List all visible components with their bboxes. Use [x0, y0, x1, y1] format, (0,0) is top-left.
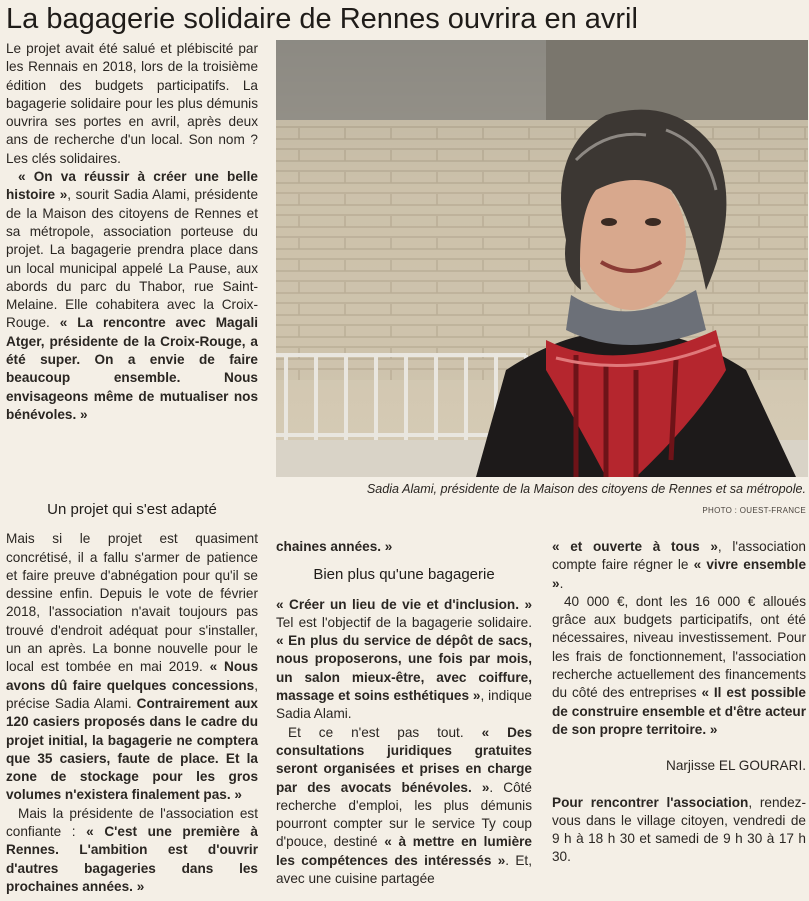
- paragraph-consultations: [276, 724, 532, 889]
- text-continuation-annees: chaines années. »: [276, 539, 393, 554]
- text-investissement: 40 000 €, dont les 16 000 € alloués grâce aux budgets participatifs, ont été nécessaires, niveau investissement. Pour les frais de fonctionnement, l'association recherche actuellement des financements du côté des entreprises: [552, 593, 806, 701]
- intro-paragraph: Le projet avait été salué et plébiscité par les Rennais en 2018, lors de la troisième édition des budgets participatifs. La bagagerie solidaire pour les plus démunis ouvrira ses portes en avril, après deux ans de recherche d'un local. Son nom ? Les clés solidaires.: [6, 41, 258, 166]
- portrait-illustration: [276, 40, 808, 477]
- photo-credit: PHOTO : OUEST-FRANCE: [702, 506, 806, 515]
- text-pas-tout: Et ce n'est pas tout.: [288, 724, 464, 740]
- text-precise: , précise Sadia Alami.: [6, 677, 258, 711]
- quote-services: « En plus du service de dépôt de sacs, nous proposerons, une fois par mois, un salon mieux-être, avec coiffure, massage et soins esthétiques »: [276, 633, 532, 704]
- text-patience: Mais si le projet est quasiment concrétisé, il a fallu s'armer de patience et faire preuve d'abnégation pour qu'il se dessine enfin. Depuis le vote de février 2018, l'association n'avait toujours pas trouvé d'endroit adéquat pour s'installer, un an après. La bonne nouvelle pour le local est tombée en mai 2019.: [6, 531, 258, 675]
- quote-ouverte: « et ouverte à tous »: [552, 539, 718, 554]
- lead-rencontre: Pour rencontrer l'association: [552, 794, 749, 810]
- quote-concessions: « Nous avons dû faire quelques concessions: [6, 659, 259, 693]
- text-regner: , l'association compte faire régner le: [552, 539, 806, 573]
- paragraph-confiante: [6, 805, 258, 896]
- paragraph-rencontre: [552, 794, 806, 867]
- paragraph-concessions: [6, 530, 258, 804]
- photo-caption: Sadia Alami, présidente de la Maison des citoyens de Rennes et sa métropole.: [366, 482, 806, 496]
- quote-competences: « à mettre en lumière les compétences des intéressés »: [276, 834, 532, 868]
- subhead-bien-plus: Bien plus qu'une bagagerie: [313, 566, 495, 584]
- quote-vivre-ensemble: « vivre ensemble »: [552, 557, 807, 591]
- paragraph-vivre-ensemble: « et ouverte à tous », l'association compte faire régner le « vivre ensemble ».: [552, 539, 807, 591]
- column-2: [276, 538, 532, 888]
- paragraph-quote-histoire: [6, 168, 258, 424]
- text-cuisine: . Et, avec une cuisine partagée: [276, 852, 532, 887]
- quote-consultations: « Des consultations juridiques gratuites seront organisées et prises en charge par des avocats bénévoles. »: [276, 724, 533, 795]
- text-horaires: , rendez-vous dans le village citoyen, vendredi de 9 h à 18 h 30 et samedi de 9 h 30 à 17 h 30.: [552, 794, 806, 865]
- text-objectif: Tel est l'objectif de la bagagerie solidaire.: [276, 614, 532, 630]
- quote-lieu-de-vie: « Créer un lieu de vie et d'inclusion. »: [276, 596, 532, 612]
- paragraph-lieu-de-vie: [276, 596, 532, 724]
- article-photo: [276, 40, 808, 477]
- column-1-top: [6, 40, 258, 424]
- text-emploi: . Côté recherche d'emploi, les plus démunis pourront compter sur le service Ty coup d'pouce, destiné: [276, 779, 532, 850]
- text-indique: , indique Sadia Alami.: [276, 688, 532, 722]
- quote-casiers: Contrairement aux 120 casiers proposés dans le cadre du projet initial, la bagagerie ne comptera que 35 casiers, faute de place. Et la zone de stockage pour les gros volumes n'existera finalement pas. »: [6, 695, 258, 803]
- column-3: [552, 538, 806, 867]
- column-1-bottom: [6, 501, 258, 896]
- author-signature: Narjisse EL GOURARI.: [666, 758, 806, 774]
- quote-premiere: « C'est une première à Rennes. L'ambition est d'ouvrir d'autres bagageries dans les prochaines années. »: [6, 824, 258, 894]
- paragraph-financement: [552, 593, 806, 739]
- article-title: La bagagerie solidaire de Rennes ouvrira en avril: [6, 3, 638, 35]
- quote-belle-histoire: « On va réussir à créer une belle histoire »: [6, 169, 258, 203]
- quote-construire: « Il est possible de construire ensemble et d'être acteur de son propre territoire. »: [552, 685, 806, 737]
- text-confiante: Mais la présidente de l'association est confiante :: [6, 805, 258, 840]
- quote-croix-rouge: « La rencontre avec Magali Atger, présidente de la Croix-Rouge, a été super. On a envie de faire beaucoup ensemble. Nous envisageons même de mutualiser nos bénévoles. »: [6, 315, 258, 422]
- subhead-projet-adapte: Un projet qui s'est adapté: [47, 501, 217, 518]
- text-sadia-intro: , sourit Sadia Alami, présidente de la Maison des citoyens de Rennes et sa métropole, association porteuse du projet. La bagagerie prendra place dans un local municipal appelé La Pause, aux abords du parc du Thabor, rue Saint-Melaine. Elle cohabitera avec la Croix-Rouge.: [6, 187, 258, 331]
